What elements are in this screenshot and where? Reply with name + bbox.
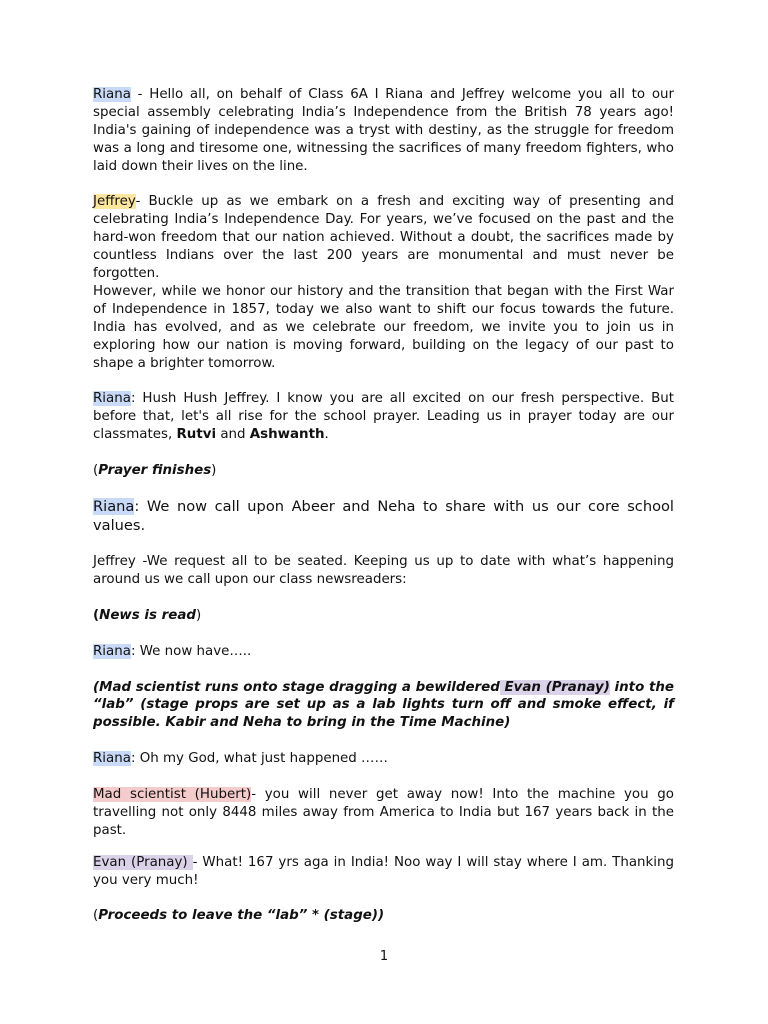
- paragraph-jeffrey-news: Jeffrey -We request all to be seated. Keeping us up to date with what’s happening around us we call upon our class newsreaders:: [93, 554, 674, 588]
- stage-direction-news: [93, 607, 674, 625]
- paren-open: (: [93, 607, 100, 623]
- stage-direction-text: News is read: [99, 607, 196, 623]
- speaker-mad-scientist: Mad scientist (Hubert): [93, 786, 252, 802]
- stage-direction-lab: [93, 679, 674, 733]
- highlighted-character-evan: Evan (Pranay): [499, 679, 610, 695]
- dialogue-text: : Oh my God, what just happened ……: [130, 751, 388, 767]
- period: .: [324, 427, 329, 443]
- stage-direction-text: Proceeds to leave the “lab” * (stage)): [98, 908, 385, 924]
- dialogue-text: - Buckle up as we embark on a fresh and exciting way of presenting and celebrating India’s Independence Day. For years, we’ve focused on the past and the hard-won freedom that our nation achieved. Without a doubt, the sacrifices made by countless Indians over the last 200 years are monumental and must never be forgotten.: [93, 194, 674, 282]
- speaker-riana: Riana: [93, 643, 131, 659]
- speaker-riana: Riana: [93, 87, 131, 102]
- page-number: 1: [379, 949, 389, 964]
- speaker-jeffrey: Jeffrey: [93, 194, 136, 210]
- dialogue-text: - Hello all, on behalf of Class 6A I Riana and Jeffrey welcome you all to our special assembly celebrating India’s Independence from the British 78 years ago! India's gaining of independence was a tryst with destiny, as the struggle for freedom was a long and tiresome one, witnessing the sacrifices of many freedom fighters, who laid down their lives on the line.: [93, 87, 674, 174]
- stage-direction-text: Prayer finishes: [98, 462, 212, 478]
- paragraph-riana-values: [93, 498, 674, 536]
- dialogue-text: : Hush Hush Jeffrey. I know you are all excited on our fresh perspective. But before that, let's all rise for the school prayer. Leading us in prayer today are our classmates,: [93, 391, 674, 443]
- paragraph-jeffrey-continued: However, while we honor our history and the transition that began with the First War of Independence in 1857, today we also want to shift our focus towards the future. India has evolved, and as we celebrate our freedom, we invite you to join us in exploring how our nation is moving forward, building on the legacy of our past to shape a brighter tomorrow.: [93, 283, 674, 371]
- paragraph-riana-omg: [93, 750, 674, 768]
- paren-close: ): [211, 462, 217, 478]
- speaker-riana: Riana: [93, 751, 131, 767]
- name-rutvi: Rutvi: [176, 427, 217, 443]
- script-body: [93, 86, 674, 925]
- paren-close: ): [195, 607, 202, 623]
- speaker-riana: Riana: [93, 497, 135, 515]
- paren-open: (: [93, 908, 99, 924]
- stage-direction-prayer: [93, 462, 674, 480]
- stage-direction-leave: [93, 907, 674, 925]
- name-ashwanth: Ashwanth: [249, 427, 325, 443]
- paragraph-riana-intro: [93, 86, 674, 176]
- stage-direction-text: (Mad scientist runs onto stage dragging a bewildered: [93, 679, 500, 695]
- paragraph-riana-now-have: [93, 643, 674, 661]
- dialogue-text: : We now have…..: [130, 643, 252, 659]
- speaker-evan: Evan (Pranay): [93, 854, 193, 870]
- speaker-riana: Riana: [93, 391, 131, 407]
- dialogue-text: : We now call upon Abeer and Neha to share with us our core school values.: [93, 497, 674, 534]
- paren-open: (: [93, 462, 99, 478]
- paragraph-jeffrey-intro: [93, 193, 674, 283]
- dialogue-text: - you will never get away now! Into the machine you go travelling not only 8448 miles away from America to India but 167 years back in the past.: [93, 786, 674, 838]
- conjunction: and: [216, 427, 250, 443]
- paragraph-riana-prayer: [93, 390, 674, 444]
- paragraph-mad-scientist: [93, 786, 674, 840]
- stage-direction-text: into the “lab” (stage props are set up as a lab lights turn off and smoke effect, if possible. Kabir and Neha to bring in the Time Machine): [93, 679, 674, 731]
- paragraph-evan: [93, 854, 674, 890]
- dialogue-text: - What! 167 yrs aga in India! Noo way I will stay where I am. Thanking you very much!: [93, 854, 674, 888]
